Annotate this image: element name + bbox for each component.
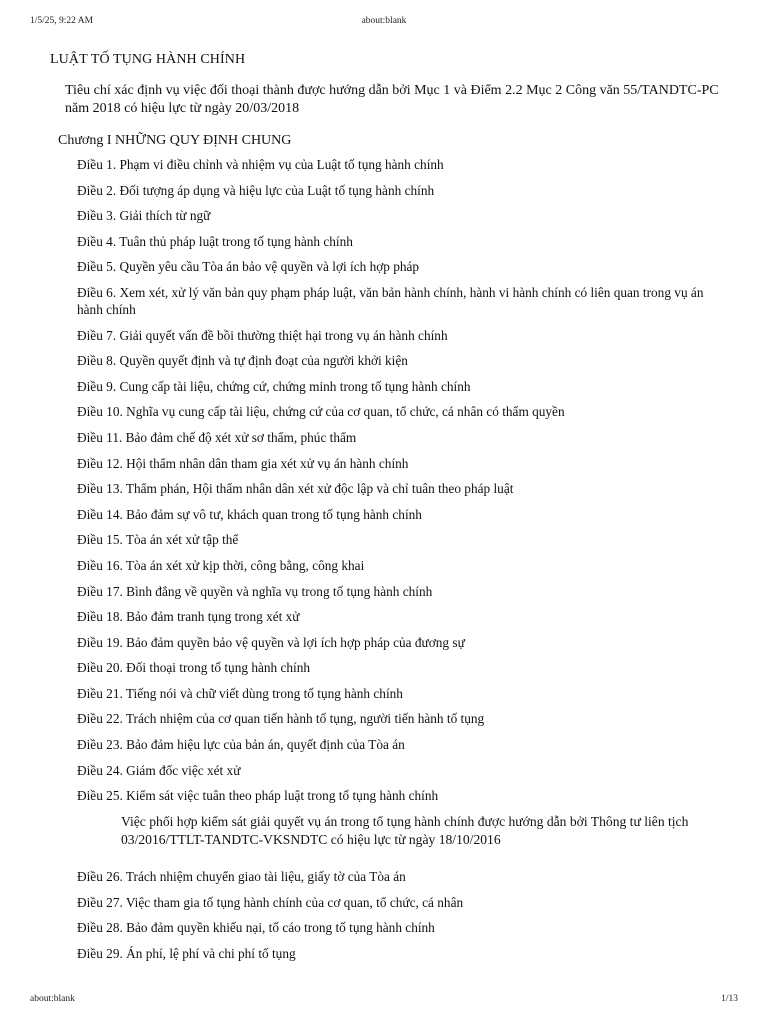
article-link[interactable]: Điều 28. Bảo đảm quyền khiếu nại, tố cáo trong tố tụng hành chính xyxy=(77,920,435,936)
article-link[interactable]: Điều 16. Tòa án xét xử kịp thời, công bằng, công khai xyxy=(77,557,365,573)
article-link[interactable]: Điều 9. Cung cấp tài liệu, chứng cứ, chứng minh trong tố tụng hành chính xyxy=(77,378,471,394)
article-link[interactable]: Điều 24. Giám đốc việc xét xử xyxy=(77,762,241,778)
article-link[interactable]: Điều 5. Quyền yêu cầu Tòa án bảo vệ quyền và lợi ích hợp pháp xyxy=(77,259,420,275)
article-link[interactable]: Điều 20. Đối thoại trong tố tụng hành chính xyxy=(77,660,311,676)
document-body xyxy=(0,52,768,971)
article-link[interactable]: Điều 3. Giải thích từ ngữ xyxy=(77,208,211,224)
article-link[interactable]: Điều 19. Bảo đảm quyền bảo vệ quyền và lợi ích hợp pháp của đương sự xyxy=(77,634,465,650)
article-link[interactable]: Điều 10. Nghĩa vụ cung cấp tài liệu, chứng cứ của cơ quan, tổ chức, cá nhân có thẩm quyền xyxy=(77,404,565,420)
print-url: about:blank xyxy=(361,16,407,26)
article-link[interactable]: Điều 29. Án phí, lệ phí và chi phí tố tụng xyxy=(77,946,296,962)
article-link[interactable]: Điều 12. Hội thẩm nhân dân tham gia xét xử vụ án hành chính xyxy=(77,455,409,471)
article-link[interactable]: Điều 23. Bảo đảm hiệu lực của bản án, quyết định của Tòa án xyxy=(77,737,405,753)
article-link[interactable]: Điều 7. Giải quyết vấn đề bồi thường thiệt hại trong vụ án hành chính xyxy=(77,327,448,343)
article-link[interactable]: Điều 11. Bảo đảm chế độ xét xử sơ thẩm, phúc thẩm xyxy=(77,429,357,445)
article-link[interactable]: Điều 27. Việc tham gia tố tụng hành chính của cơ quan, tổ chức, cá nhân xyxy=(77,894,464,910)
article-list-continued xyxy=(0,868,768,962)
article-link[interactable]: Điều 2. Đối tượng áp dụng và hiệu lực của Luật tố tụng hành chính xyxy=(77,182,435,198)
print-datetime: 1/5/25, 9:22 AM xyxy=(30,16,94,26)
article-25-note: Việc phối hợp kiểm sát giải quyết vụ án trong tố tụng hành chính được hướng dẫn bởi Thông tư liên tịch 03/2016/TTLT-TANDTC-VKSNDTC có hiệu lực từ ngày 18/10/2016 xyxy=(121,814,689,848)
article-link[interactable]: Điều 17. Bình đẳng về quyền và nghĩa vụ trong tố tụng hành chính xyxy=(77,583,433,599)
chapter-title[interactable]: Chương I NHỮNG QUY ĐỊNH CHUNG xyxy=(58,133,292,148)
article-link[interactable]: Điều 4. Tuân thủ pháp luật trong tố tụng hành chính xyxy=(77,233,353,249)
article-link[interactable]: Điều 13. Thẩm phán, Hội thẩm nhân dân xét xử độc lập và chỉ tuân theo pháp luật xyxy=(77,481,514,497)
article-link[interactable]: Điều 25. Kiểm sát việc tuân theo pháp luật trong tố tụng hành chính xyxy=(77,788,439,804)
article-list xyxy=(0,156,768,804)
article-link[interactable]: Điều 6. Xem xét, xử lý văn bản quy phạm pháp luật, văn bản hành chính, hành vi hành chính có liên quan trong vụ án hành chính xyxy=(77,284,704,317)
page-number: 1/13 xyxy=(721,994,738,1004)
article-link[interactable]: Điều 22. Trách nhiệm của cơ quan tiến hành tố tụng, người tiến hành tố tụng xyxy=(77,711,485,727)
article-link[interactable]: Điều 18. Bảo đảm tranh tụng trong xét xử xyxy=(77,609,300,625)
article-link[interactable]: Điều 21. Tiếng nói và chữ viết dùng trong tố tụng hành chính xyxy=(77,685,403,701)
article-link[interactable]: Điều 14. Bảo đảm sự vô tư, khách quan trong tố tụng hành chính xyxy=(77,506,422,522)
article-link[interactable]: Điều 15. Tòa án xét xử tập thể xyxy=(77,532,239,548)
intro-note: Tiêu chí xác định vụ việc đối thoại thành được hướng dẫn bởi Mục 1 và Điểm 2.2 Mục 2 Công văn 55/TANDTC-PC năm 2018 có hiệu lực từ ngày 20/03/2018 xyxy=(65,83,719,116)
footer-url: about:blank xyxy=(30,994,75,1004)
document-title: LUẬT TỐ TỤNG HÀNH CHÍNH xyxy=(50,52,246,67)
article-link[interactable]: Điều 8. Quyền quyết định và tự định đoạt của người khởi kiện xyxy=(77,353,408,369)
article-link[interactable]: Điều 1. Phạm vi điều chỉnh và nhiệm vụ của Luật tố tụng hành chính xyxy=(77,157,444,172)
article-link[interactable]: Điều 26. Trách nhiệm chuyển giao tài liệu, giấy tờ của Tòa án xyxy=(77,869,406,885)
